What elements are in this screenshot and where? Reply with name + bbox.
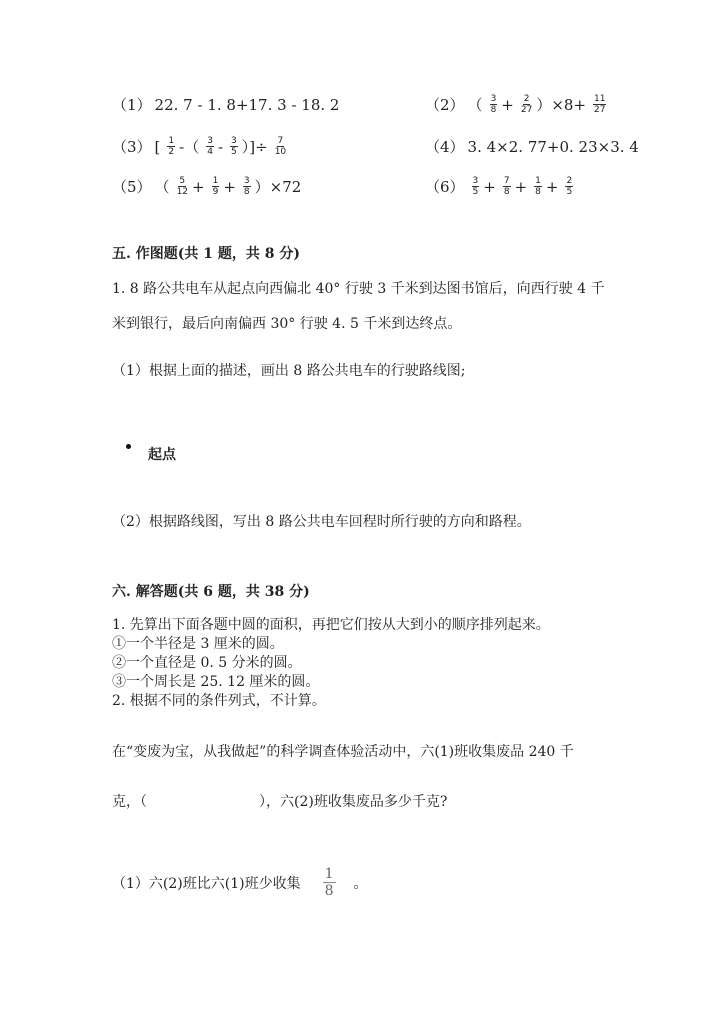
- sub-question: （1）根据上面的描述，画出 8 路公共电车的行驶路线图;: [112, 363, 466, 379]
- problem-1: [112, 94, 342, 115]
- expression-text: 22. 7 - 1. 8+17. 3 - 18. 2: [154, 95, 340, 114]
- problem-2: [425, 94, 610, 115]
- fraction: [503, 176, 511, 197]
- fraction: [243, 176, 251, 197]
- numerator: 7: [277, 136, 284, 146]
- denominator: 10: [274, 147, 287, 157]
- numerator: 3: [490, 94, 497, 104]
- denominator: 8: [243, 187, 250, 197]
- denominator: 27: [594, 105, 606, 115]
- condition-1: [112, 866, 368, 899]
- fraction: [275, 136, 286, 157]
- period: 。: [353, 875, 368, 892]
- numerator: 3: [231, 136, 237, 146]
- expression-text: （: [467, 96, 483, 114]
- fraction: [490, 94, 498, 115]
- denominator: 8: [324, 883, 334, 899]
- question-text-start: 克，（: [112, 794, 147, 810]
- expression-text: （: [154, 178, 170, 196]
- problem-4: [425, 136, 642, 157]
- start-point-marker: [126, 444, 131, 449]
- fraction: [472, 176, 480, 197]
- expression-text: -（: [179, 138, 200, 156]
- problem-label: （4）: [425, 138, 465, 156]
- problem-label: （3）: [112, 138, 152, 156]
- denominator: 5: [566, 187, 573, 197]
- denominator: 8: [535, 187, 541, 197]
- question-text-end: ），六(2)班收集废品多少千克?: [259, 794, 448, 810]
- numerator: 3: [243, 176, 250, 186]
- expression-text: +: [514, 177, 528, 196]
- fraction: [177, 176, 188, 197]
- expression-text: +: [223, 177, 236, 196]
- question-line: 2. 根据不同的条件列式，不计算。: [112, 693, 326, 709]
- question-text: [112, 791, 447, 811]
- numerator: 3: [472, 176, 479, 186]
- problem-5: [112, 176, 304, 197]
- expression-text: +: [483, 177, 496, 196]
- condition-text: （1）六(2)班比六(1)班少收集: [112, 875, 301, 892]
- numerator: 1: [168, 136, 175, 146]
- expression-text: -: [217, 137, 224, 156]
- question-1-block: [112, 616, 550, 711]
- section-6-heading: 六. 解答题(共 6 题，共 38 分): [112, 584, 310, 600]
- expression-text: ）×8+: [536, 96, 587, 114]
- expression-text: +: [501, 95, 514, 114]
- numerator: 1: [324, 866, 334, 882]
- numerator: 1: [535, 176, 541, 186]
- denominator: 4: [207, 147, 213, 157]
- numerator: 1: [212, 176, 219, 186]
- denominator: 12: [176, 187, 189, 197]
- question-text: 1. 8 路公共电车从起点向西偏北 40° 行驶 3 千米到达图书馆后，向西行驶 4 千: [112, 281, 605, 297]
- problem-label: （5）: [112, 178, 152, 196]
- problem-3: [112, 136, 290, 157]
- expression-text: 3. 4×2. 77+0. 23×3. 4: [467, 137, 639, 156]
- denominator: 8: [490, 105, 497, 115]
- question-line: ③一个周长是 25. 12 厘米的圆。: [112, 674, 320, 690]
- sub-question: （2）根据路线图，写出 8 路公共电车回程时所行驶的方向和路程。: [112, 514, 531, 530]
- question-line: 1. 先算出下面各题中圆的面积，再把它们按从大到小的顺序排列起来。: [112, 617, 550, 633]
- denominator: 2: [168, 147, 175, 157]
- expression-text: +: [545, 177, 559, 196]
- fraction: [167, 136, 175, 157]
- numerator: 5: [179, 176, 186, 186]
- denominator: 9: [212, 187, 219, 197]
- numerator: 11: [594, 94, 606, 104]
- expression-text: [: [154, 137, 161, 156]
- problem-label: （6）: [425, 178, 465, 196]
- question-text: 米到银行，最后向南偏西 30° 行驶 4. 5 千米到达终点。: [112, 316, 462, 332]
- numerator: 2: [566, 176, 573, 186]
- fraction: [323, 866, 336, 899]
- numerator: 3: [207, 136, 213, 146]
- fraction: [206, 136, 214, 157]
- problem-label: （2）: [425, 96, 465, 114]
- fraction: [230, 136, 238, 157]
- problem-label: （1）: [112, 96, 152, 114]
- question-text: 在“变废为宝，从我做起”的科学调查体验活动中，六(1)班收集废品 240 千: [112, 744, 574, 760]
- question-line: ①一个半径是 3 厘米的圆。: [112, 636, 284, 652]
- section-5-heading: 五. 作图题(共 1 题，共 8 分): [112, 246, 300, 262]
- fraction: [565, 176, 573, 197]
- expression-text: ）]÷: [241, 138, 268, 156]
- start-point-label: 起点: [148, 447, 176, 463]
- problem-6: [425, 176, 577, 197]
- question-line: ②一个直径是 0. 5 分米的圆。: [112, 655, 302, 671]
- denominator: 8: [503, 187, 510, 197]
- denominator: 5: [231, 147, 237, 157]
- expression-text: ）×72: [254, 178, 302, 196]
- fraction: [593, 94, 606, 115]
- fraction: [534, 176, 542, 197]
- fraction: [521, 94, 532, 115]
- denominator: 27: [520, 105, 533, 115]
- numerator: 7: [503, 176, 510, 186]
- fraction: [212, 176, 220, 197]
- numerator: 2: [523, 94, 530, 104]
- denominator: 5: [472, 187, 479, 197]
- expression-text: +: [192, 177, 205, 196]
